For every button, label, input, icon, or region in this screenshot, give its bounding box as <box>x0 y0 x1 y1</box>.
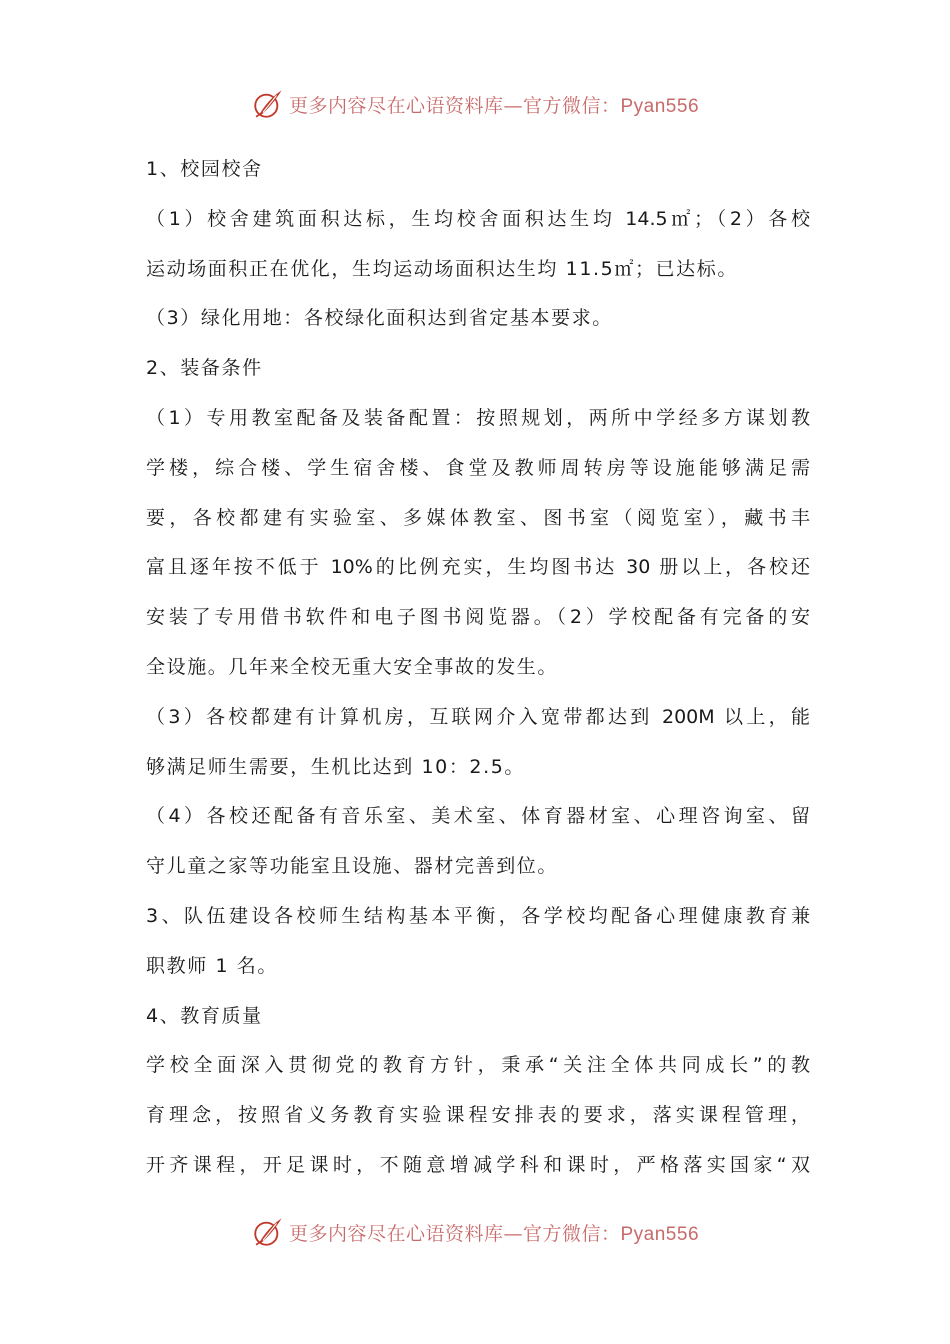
body-text-line: 职教师 1 名。 <box>146 954 278 977</box>
body-text-line: 够满足师生需要，生机比达到 10：2.5。 <box>146 755 526 778</box>
body-text-line: （3）各校都建有计算机房，互联网介入宽带都达到 200M 以上，能 <box>146 705 810 728</box>
body-text-line: 安装了专用借书软件和电子图书阅览器。（2）学校配备有完备的安 <box>146 606 810 629</box>
body-text-line: 守儿童之家等功能室且设施、器材完善到位。 <box>146 855 559 878</box>
watermark-wechat-id: Pyan556 <box>620 95 700 117</box>
header-watermark <box>0 84 950 124</box>
body-text-line: 运动场面积正在优化，生均运动场面积达生均 11.5㎡；已达标。 <box>146 257 738 280</box>
body-text-line: 开齐课程，开足课时，不随意增减学科和课时，严格落实国家“双 <box>146 1153 810 1176</box>
body-text-line: （4）各校还配备有音乐室、美术室、体育器材室、心理咨询室、留 <box>146 805 810 828</box>
body-text-line: 育理念，按照省义务教育实验课程安排表的要求，落实课程管理， <box>146 1104 810 1127</box>
watermark-text: 更多内容尽在心语资料库—官方微信：Pyan556 <box>288 94 700 117</box>
watermark-wechat-id: Pyan556 <box>620 1223 700 1245</box>
body-text-line: 1、校园校舍 <box>146 158 263 180</box>
body-text-line: 学校全面深入贯彻党的教育方针，秉承“关注全体共同成长”的教 <box>146 1054 810 1077</box>
body-text-line: 全设施。几年来全校无重大安全事故的发生。 <box>146 655 559 678</box>
body-text-line: 3、队伍建设各校师生结构基本平衡，各学校均配备心理健康教育兼 <box>146 904 810 927</box>
document-body <box>146 145 810 1191</box>
body-text-line: （1）校舍建筑面积达标，生均校舍面积达生均 14.5㎡；（2）各校 <box>146 207 810 230</box>
body-text-line: 学楼，综合楼、学生宿舍楼、食堂及教师周转房等设施能够满足需 <box>146 456 810 479</box>
body-text-line: （1）专用教室配备及装备配置：按照规划，两所中学经多方谋划教 <box>146 406 810 429</box>
body-text-line: （3）绿化用地：各校绿化面积达到省定基本要求。 <box>146 307 613 330</box>
watermark-text: 更多内容尽在心语资料库—官方微信：Pyan556 <box>288 1222 700 1245</box>
body-text-line: 富且逐年按不低于 10%的比例充实，生均图书达 30 册以上，各校还 <box>146 556 810 579</box>
body-text-line: 4、教育质量 <box>146 1004 263 1027</box>
body-text-line: 要，各校都建有实验室、多媒体教室、图书室（阅览室），藏书丰 <box>146 506 810 529</box>
quill-pen-logo-icon <box>251 87 285 121</box>
quill-pen-logo-icon <box>251 1215 285 1249</box>
footer-watermark <box>0 1212 950 1252</box>
body-text-line: 2、装备条件 <box>146 357 263 380</box>
